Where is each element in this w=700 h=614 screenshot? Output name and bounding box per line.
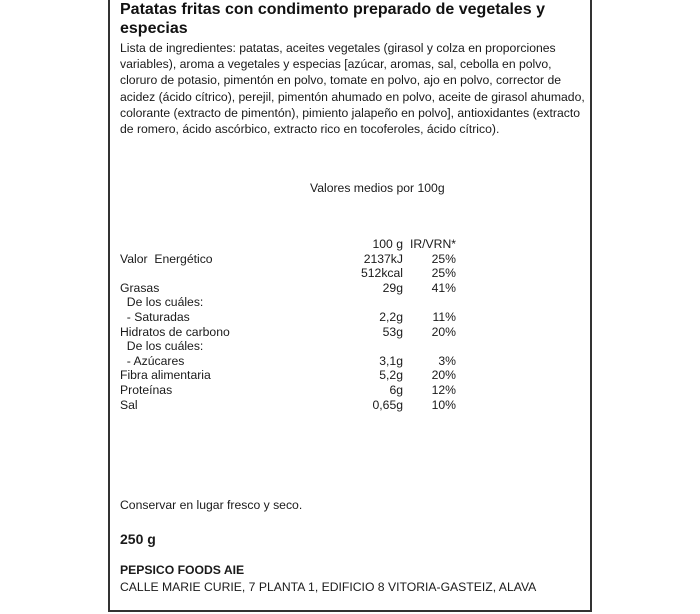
- product-title: Patatas fritas con condimento preparado de vegetales y especias: [120, 1, 546, 37]
- product-label: [108, 0, 592, 612]
- column-header-100g: 100 g: [372, 237, 403, 251]
- nutrient-ri: 20%: [431, 324, 456, 339]
- nutrition-row: [120, 252, 580, 267]
- nutrient-ri: 41%: [431, 280, 456, 295]
- nutrition-row: [120, 281, 580, 296]
- nutrition-row: [120, 325, 580, 340]
- nutrient-value: 29g: [382, 280, 403, 295]
- nutrition-table: [120, 237, 580, 412]
- nutrient-value: 2137kJ: [363, 251, 403, 266]
- nutrition-row: [120, 266, 580, 281]
- nutrient-value: 512kcal: [360, 266, 403, 281]
- nutrition-row: [120, 354, 580, 369]
- nutrient-ri: 12%: [431, 382, 456, 397]
- nutrient-name: Sal: [120, 397, 138, 412]
- nutrient-value: 3,1g: [379, 353, 403, 368]
- nutrient-ri: 25%: [431, 266, 456, 281]
- nutrient-ri: 20%: [431, 368, 456, 383]
- nutrient-name: - Azúcares: [120, 353, 185, 368]
- column-header-ri: IR/VRN*: [409, 237, 456, 251]
- manufacturer-name: PEPSICO FOODS AIE: [120, 563, 245, 577]
- nutrient-name: Valor Energético: [120, 251, 213, 266]
- net-weight: 250 g: [120, 531, 156, 547]
- storage-instructions: Conservar en lugar fresco y seco.: [120, 498, 303, 512]
- nutrition-row: [120, 398, 580, 413]
- nutrient-name: De los cuáles:: [120, 295, 204, 310]
- nutrient-value: 2,2g: [379, 309, 403, 324]
- nutrient-value: 5,2g: [379, 368, 403, 383]
- nutrient-ri: 3%: [438, 353, 456, 368]
- nutrition-row: [120, 295, 580, 310]
- nutrient-name: Fibra alimentaria: [120, 368, 211, 383]
- nutrition-heading: Valores medios por 100g: [310, 181, 445, 195]
- nutrition-row: [120, 383, 580, 398]
- nutrient-value: 6g: [389, 382, 403, 397]
- nutrition-row: [120, 339, 580, 354]
- nutrient-name: Hidratos de carbono: [120, 324, 230, 339]
- nutrient-ri: 11%: [432, 309, 456, 324]
- nutrient-name: Proteínas: [120, 382, 173, 397]
- nutrient-name: De los cuáles:: [120, 339, 204, 354]
- nutrition-header-row: [120, 237, 580, 252]
- nutrient-ri: 10%: [431, 397, 456, 412]
- manufacturer-address: CALLE MARIE CURIE, 7 PLANTA 1, EDIFICIO 8 VITORIA-GASTEIZ, ALAVA: [120, 580, 537, 594]
- nutrient-name: Grasas: [120, 280, 160, 295]
- ingredients-list: Lista de ingredientes: patatas, aceites vegetales (girasol y colza en proporciones variables), aroma a vegetales y especias [azúcar, aromas, sal, cebolla en polvo, cloruro de potasio, pimentón en polvo, tomate en polvo, ajo en polvo, corrector de acidez (ácido cítrico), perejil, pimentón ahumado en polvo, aceite de girasol ahumado, colorante (extracto de pimentón), pimiento jalapeño en polvo], antioxidantes (extracto de romero, ácido ascórbico, extracto rico en tocoferoles, ácido cítrico).: [120, 41, 585, 137]
- nutrition-row: [120, 310, 580, 325]
- nutrient-name: - Saturadas: [120, 309, 190, 324]
- nutrient-value: 53g: [382, 324, 403, 339]
- nutrient-value: 0,65g: [372, 397, 403, 412]
- nutrient-ri: 25%: [431, 251, 456, 266]
- nutrition-row: [120, 368, 580, 383]
